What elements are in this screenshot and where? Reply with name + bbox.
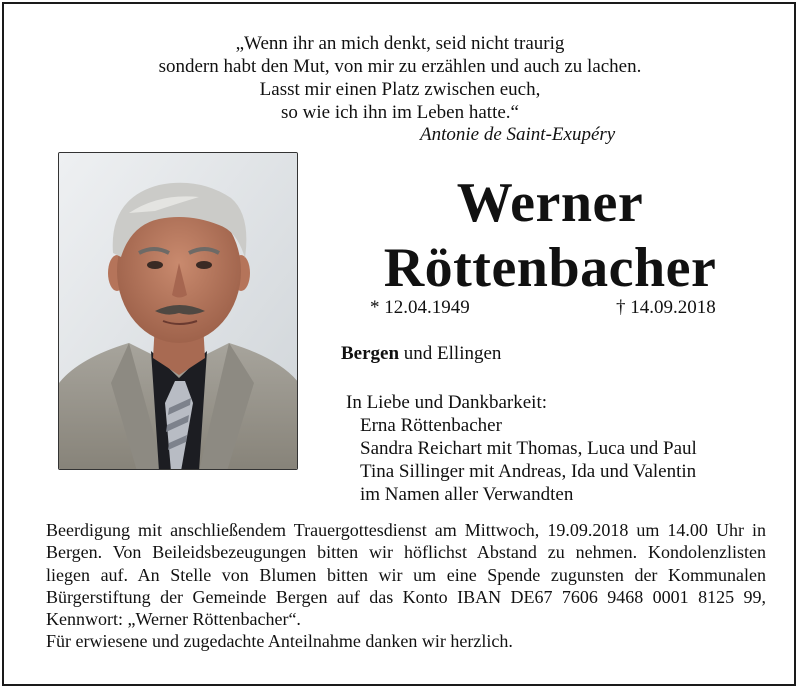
notice-line: Bergen. Von Beileidsbezeugungen bitten wir höflichst Abstand zu nehmen. Kondolenzlisten: [46, 542, 766, 563]
notice-line: Beerdigung mit anschließendem Trauergottesdienst am Mittwoch, 19.09.2018 um 14.00 Uhr in: [46, 520, 766, 540]
notice-line: Für erwiesene und zugedachte Anteilnahme danken wir herzlich.: [46, 631, 513, 652]
notice-line: liegen auf. An Stelle von Blumen bitten wir um eine Spende zugunsten der Kommunalen: [46, 564, 766, 585]
place-secondary: und Ellingen: [399, 343, 502, 364]
place-primary: Bergen: [341, 343, 400, 364]
quote-line: „Wenn ihr an mich denkt, seid nicht traurig: [235, 33, 565, 54]
notice-line: Bürgerstiftung der Gemeinde Bergen auf das Konto IBAN DE67 7606 9468 0001 8125 99,: [46, 586, 766, 607]
memorial-quote: [0, 32, 800, 124]
death-date: † 14.09.2018: [616, 297, 716, 318]
quote-line: so wie ich ihn im Leben hatte.“: [281, 102, 519, 123]
funeral-notice: [46, 519, 766, 653]
mourners-intro: In Liebe und Dankbarkeit:: [346, 392, 548, 413]
quote-line: Lasst mir einen Platz zwischen euch,: [259, 79, 541, 100]
notice-line: Kennwort: „Werner Röttenbacher“.: [46, 609, 301, 630]
portrait-photo: [58, 152, 298, 470]
mourner-entry: im Namen aller Verwandten: [360, 484, 574, 505]
quote-line: sondern habt den Mut, von mir zu erzählen und auch zu lachen.: [158, 56, 642, 77]
quote-author: Antonie de Saint-Exupéry: [420, 124, 616, 145]
mourner-entry: Tina Sillinger mit Andreas, Ida und Valentin: [360, 461, 697, 482]
mourner-entry: Sandra Reichart mit Thomas, Luca und Paul: [360, 438, 697, 459]
deceased-last-name: Röttenbacher: [383, 237, 717, 299]
deceased-first-name: Werner: [456, 172, 644, 234]
place-of-residence: [341, 343, 501, 365]
mourners-list: [346, 391, 697, 506]
mourner-entry: Erna Röttenbacher: [360, 415, 502, 436]
birth-date: * 12.04.1949: [370, 297, 470, 318]
